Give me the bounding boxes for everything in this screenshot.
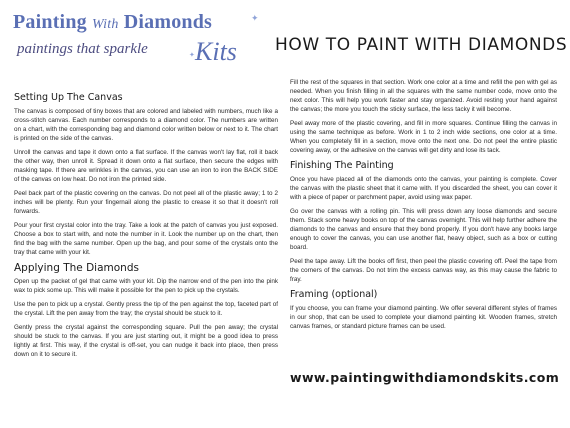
finishing-heading: Finishing The Painting — [290, 160, 394, 171]
applying-paragraph: Gently press the crystal against the corresponding square. Pull the pen away; the crystal should be stuck to the canvas. If you are just starting out, it might be a good idea to press lightly at first. This way, if the crystal is off-set, you can nudge it back into place, then press down on it to secure it. — [14, 324, 278, 358]
setup-paragraph: Unroll the canvas and tape it down onto a flat surface. If the canvas won't lay flat, roll it back the other way, then unroll it. Spread it down onto a flat surface, then secure the edges with masking tape. If there are wrinkles in the canvas, you can use an iron to iron the BACK SIDE of the canvas on low heat. Do not iron the printed side. — [14, 149, 278, 183]
applying-paragraph: Open up the packet of gel that came with your kit. Dip the narrow end of the pen into the pink wax to pick some up. This will make it possible for the pen to pick up the crystals. — [14, 278, 278, 294]
website-url: www.paintingwithdiamondskits.com — [290, 370, 560, 385]
page-title: HOW TO PAINT WITH DIAMONDS — [275, 35, 568, 55]
fill-paragraph: Peel away more of the plastic covering, and fill in more squares. Continue filling the canvas in using the same technique as before. Work in 1 to 2 inch wide sections, one color at a time. When you completely fill in a section, move onto the next one. Do not peel the entire plastic covering away, or the adhesive on the canvas will get dirty and lose its tack. — [290, 120, 557, 154]
logo-word-diamonds: Diamonds — [118, 11, 213, 33]
sparkle-icon: ✦ — [189, 52, 195, 59]
logo-tagline: paintings that sparkle — [17, 41, 148, 57]
framing-heading: Framing (optional) — [290, 289, 378, 300]
left-column — [14, 92, 278, 364]
sparkle-icon: ✦ — [251, 13, 259, 23]
brand-logo — [13, 11, 263, 73]
logo-wordmark — [13, 11, 212, 34]
finishing-paragraph: Go over the canvas with a rolling pin. This will press down any loose diamonds and secure them. Stack some heavy books on top of the canvas overnight. This will help further adhere the diamonds to the canvas and ensure that they bond properly. If you don't have any books large enough to cover the canvas, you can use another flat, heavy object, such as a box or cutting board. — [290, 208, 557, 251]
setup-paragraph: The canvas is composed of tiny boxes that are colored and labeled with numbers, much like a cross-stitch canvas. Each number corresponds to a diamond color. The numbers are written on a chart, with the corresponding bag and diamond color written below or next to it. The chart is printed on the side of the canvas. — [14, 108, 278, 142]
framing-paragraph: If you choose, you can frame your diamond painting. We offer several different styles of frames in our shop, that can be used to complete your diamond painting kit. Wooden frames, stretch canvas frames, or standard picture frames can be used. — [290, 305, 557, 330]
setup-heading: Setting Up The Canvas — [14, 92, 123, 103]
fill-paragraph: Fill the rest of the squares in that section. Work one color at a time and refill the pen with gel as needed. When you finish filling in all the squares with the same number code, move onto the next color. This will help you work faster and stay organized. Avoid resting your hand against the canvas; the more you touch the sticky surface, the less tacky it will become. — [290, 79, 557, 113]
applying-paragraph: Use the pen to pick up a crystal. Gently press the tip of the pen against the top, faceted part of the crystal. Lift the pen away from the tray; the crystal should be stuck to it. — [14, 301, 278, 317]
right-column — [290, 78, 557, 336]
logo-word-painting: Painting — [13, 11, 93, 33]
finishing-paragraph: Once you have placed all of the diamonds onto the canvas, your painting is complete. Cover the canvas with the plastic sheet that it came with. If you discarded the sheet, you can cover it with a piece of paper or parchment paper, avoid using wax paper. — [290, 176, 557, 201]
logo-kits: Kits — [195, 37, 237, 66]
applying-heading: Applying The Diamonds — [14, 262, 139, 274]
logo-word-with: With — [92, 17, 119, 32]
finishing-paragraph: Peel the tape away. Lift the books off first, then peel the plastic covering off. Peel the tape from the corners of the canvas. Do not trim the excess canvas way, as this may cause the fabric to fray. — [290, 258, 557, 283]
setup-paragraph: Pour your first crystal color into the tray. Take a look at the patch of canvas you just exposed. Choose a box to start with, and note the number in it. Look the number up on the chart, then find the bag with the same number. Open up the bag, and pour some of the crystals onto the tray that came with your kit. — [14, 222, 278, 256]
setup-paragraph: Peel back part of the plastic covering on the canvas. Do not peel all of the plastic away; 1 to 2 inches will be plenty. Run your fingernail along the plastic to crease it so that it doesn't roll forwards. — [14, 190, 278, 215]
